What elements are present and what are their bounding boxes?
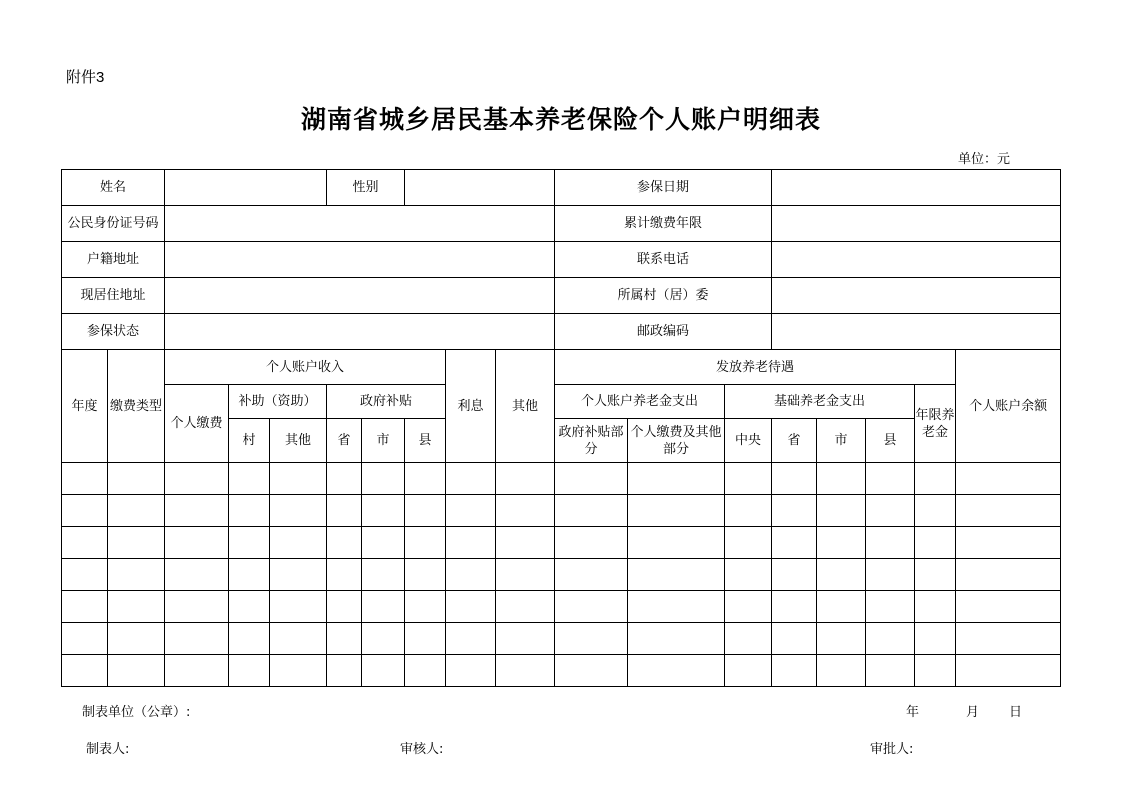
cum-years-value[interactable] [772, 206, 1061, 242]
header-row [62, 385, 1061, 419]
table-cell[interactable] [362, 495, 405, 527]
table-cell[interactable] [725, 655, 772, 687]
table-cell[interactable] [725, 463, 772, 495]
table-cell[interactable] [725, 591, 772, 623]
table-cell[interactable] [446, 495, 496, 527]
table-cell[interactable] [62, 623, 108, 655]
col-subsidy: 补助（资助） [229, 385, 327, 419]
table-cell[interactable] [270, 559, 327, 591]
col-county-basic: 县 [866, 419, 915, 463]
table-cell[interactable] [62, 559, 108, 591]
gender-label: 性别 [327, 170, 405, 206]
table-cell[interactable] [229, 559, 270, 591]
table-cell[interactable] [270, 527, 327, 559]
table-cell[interactable] [555, 655, 628, 687]
id-number-value[interactable] [165, 206, 555, 242]
col-personal-pay: 个人缴费 [165, 385, 229, 463]
day-label: 日 [1009, 705, 1023, 720]
col-other: 其他 [496, 350, 555, 463]
table-cell[interactable] [327, 559, 362, 591]
table-cell[interactable] [772, 559, 817, 591]
table-cell[interactable] [362, 527, 405, 559]
info-row [62, 242, 1061, 278]
info-row [62, 206, 1061, 242]
table-cell[interactable] [915, 495, 956, 527]
table-cell[interactable] [817, 623, 866, 655]
table-cell[interactable] [446, 527, 496, 559]
table-cell[interactable] [817, 495, 866, 527]
table-cell[interactable] [956, 559, 1061, 591]
col-fixed-term: 年限养老金 [915, 385, 956, 463]
table-cell[interactable] [628, 463, 725, 495]
table-cell[interactable] [956, 495, 1061, 527]
col-city: 市 [362, 419, 405, 463]
table-cell[interactable] [165, 591, 229, 623]
table-cell[interactable] [725, 623, 772, 655]
table-cell[interactable] [915, 559, 956, 591]
table-cell[interactable] [229, 591, 270, 623]
table-cell[interactable] [405, 623, 446, 655]
table-cell[interactable] [327, 463, 362, 495]
table-cell[interactable] [496, 559, 555, 591]
year-label: 年 [906, 705, 920, 720]
table-row [62, 463, 1061, 495]
table-cell[interactable] [817, 527, 866, 559]
table-cell[interactable] [866, 623, 915, 655]
table-cell[interactable] [405, 591, 446, 623]
table-cell[interactable] [555, 527, 628, 559]
col-interest: 利息 [446, 350, 496, 463]
table-cell[interactable] [555, 559, 628, 591]
table-cell[interactable] [817, 559, 866, 591]
table-cell[interactable] [405, 655, 446, 687]
table-cell[interactable] [725, 495, 772, 527]
info-row [62, 278, 1061, 314]
table-cell[interactable] [555, 623, 628, 655]
table-cell[interactable] [496, 623, 555, 655]
table-cell[interactable] [62, 495, 108, 527]
table-cell[interactable] [866, 527, 915, 559]
info-row [62, 170, 1061, 206]
household-addr-value[interactable] [165, 242, 555, 278]
table-row [62, 623, 1061, 655]
table-cell[interactable] [446, 655, 496, 687]
status-label: 参保状态 [62, 314, 165, 350]
table-cell[interactable] [62, 527, 108, 559]
table-cell[interactable] [817, 591, 866, 623]
table-cell[interactable] [628, 559, 725, 591]
table-cell[interactable] [362, 559, 405, 591]
village-committee-label: 所属村（居）委 [555, 278, 772, 314]
col-village: 村 [229, 419, 270, 463]
current-addr-label: 现居住地址 [62, 278, 165, 314]
table-cell[interactable] [229, 527, 270, 559]
table-cell[interactable] [956, 655, 1061, 687]
col-benefit: 发放养老待遇 [555, 350, 956, 385]
phone-label: 联系电话 [555, 242, 772, 278]
table-cell[interactable] [108, 495, 165, 527]
table-row [62, 591, 1061, 623]
approver-label: 审批人: [870, 742, 914, 757]
table-cell[interactable] [772, 655, 817, 687]
table-cell[interactable] [327, 495, 362, 527]
attachment-label: 附件3 [66, 69, 105, 86]
col-year: 年度 [62, 350, 108, 463]
table-row [62, 527, 1061, 559]
col-gov-subsidy: 政府补贴 [327, 385, 446, 419]
table-cell[interactable] [866, 559, 915, 591]
table-cell[interactable] [496, 591, 555, 623]
table-cell[interactable] [555, 463, 628, 495]
table-cell[interactable] [108, 591, 165, 623]
info-row [62, 314, 1061, 350]
data-rows [62, 463, 1061, 687]
table-cell[interactable] [446, 591, 496, 623]
table-cell[interactable] [62, 463, 108, 495]
table-cell[interactable] [165, 527, 229, 559]
table-cell[interactable] [229, 463, 270, 495]
table-cell[interactable] [628, 495, 725, 527]
table-cell[interactable] [817, 463, 866, 495]
table-cell[interactable] [956, 591, 1061, 623]
table-cell[interactable] [915, 527, 956, 559]
table-row [62, 655, 1061, 687]
current-addr-value[interactable] [165, 278, 555, 314]
table-cell[interactable] [866, 591, 915, 623]
table-cell[interactable] [229, 623, 270, 655]
table-cell[interactable] [956, 527, 1061, 559]
col-county: 县 [405, 419, 446, 463]
table-cell[interactable] [362, 655, 405, 687]
table-cell[interactable] [62, 655, 108, 687]
postcode-label: 邮政编码 [555, 314, 772, 350]
reviewer-label: 审核人: [400, 742, 444, 757]
col-other-subsidy: 其他 [270, 419, 327, 463]
month-label: 月 [966, 705, 980, 720]
table-cell[interactable] [866, 463, 915, 495]
table-cell[interactable] [628, 623, 725, 655]
col-acct-pension: 个人账户养老金支出 [555, 385, 725, 419]
table-cell[interactable] [405, 559, 446, 591]
table-cell[interactable] [496, 527, 555, 559]
col-income: 个人账户收入 [165, 350, 446, 385]
postcode-value[interactable] [772, 314, 1061, 350]
table-cell[interactable] [108, 527, 165, 559]
table-cell[interactable] [165, 495, 229, 527]
table-cell[interactable] [108, 655, 165, 687]
col-balance: 个人账户余额 [956, 350, 1061, 463]
maker-unit-label: 制表单位（公章）: [82, 705, 191, 720]
enroll-date-label: 参保日期 [555, 170, 772, 206]
table-cell[interactable] [446, 463, 496, 495]
name-value[interactable] [165, 170, 327, 206]
status-value[interactable] [165, 314, 555, 350]
table-cell[interactable] [270, 463, 327, 495]
table-cell[interactable] [327, 655, 362, 687]
enroll-date-value[interactable] [772, 170, 1061, 206]
table-cell[interactable] [405, 495, 446, 527]
table-row [62, 559, 1061, 591]
table-cell[interactable] [496, 463, 555, 495]
table-cell[interactable] [270, 623, 327, 655]
col-personal-part: 个人缴费及其他部分 [628, 419, 725, 463]
name-label: 姓名 [62, 170, 165, 206]
phone-value[interactable] [772, 242, 1061, 278]
table-cell[interactable] [362, 623, 405, 655]
household-addr-label: 户籍地址 [62, 242, 165, 278]
table-cell[interactable] [496, 655, 555, 687]
table-cell[interactable] [772, 463, 817, 495]
page-title: 湖南省城乡居民基本养老保险个人账户明细表 [300, 105, 821, 134]
col-province: 省 [327, 419, 362, 463]
table-cell[interactable] [725, 559, 772, 591]
col-gov-part: 政府补贴部分 [555, 419, 628, 463]
gender-value[interactable] [405, 170, 555, 206]
cum-years-label: 累计缴费年限 [555, 206, 772, 242]
table-cell[interactable] [817, 655, 866, 687]
table-cell[interactable] [327, 591, 362, 623]
table-cell[interactable] [446, 559, 496, 591]
table-cell[interactable] [165, 623, 229, 655]
table-cell[interactable] [555, 591, 628, 623]
table-cell[interactable] [956, 463, 1061, 495]
table-cell[interactable] [496, 495, 555, 527]
table-cell[interactable] [270, 591, 327, 623]
table-cell[interactable] [108, 623, 165, 655]
table-cell[interactable] [772, 495, 817, 527]
table-cell[interactable] [956, 623, 1061, 655]
table-cell[interactable] [915, 655, 956, 687]
table-cell[interactable] [555, 495, 628, 527]
col-pay-type: 缴费类型 [108, 350, 165, 463]
table-cell[interactable] [165, 655, 229, 687]
table-row [62, 495, 1061, 527]
table-cell[interactable] [446, 623, 496, 655]
table-cell[interactable] [628, 655, 725, 687]
col-basic-pension: 基础养老金支出 [725, 385, 915, 419]
table-cell[interactable] [772, 527, 817, 559]
table-cell[interactable] [405, 527, 446, 559]
table-cell[interactable] [628, 591, 725, 623]
col-central: 中央 [725, 419, 772, 463]
table-cell[interactable] [915, 591, 956, 623]
table-cell[interactable] [362, 591, 405, 623]
col-city-basic: 市 [817, 419, 866, 463]
table-cell[interactable] [62, 591, 108, 623]
table-cell[interactable] [628, 527, 725, 559]
table-cell[interactable] [915, 623, 956, 655]
table-cell[interactable] [165, 463, 229, 495]
table-cell[interactable] [866, 495, 915, 527]
table-cell[interactable] [866, 655, 915, 687]
table-cell[interactable] [270, 495, 327, 527]
table-cell[interactable] [327, 527, 362, 559]
unit-label: 单位：元 [958, 152, 1011, 167]
table-cell[interactable] [270, 655, 327, 687]
id-number-label: 公民身份证号码 [62, 206, 165, 242]
table-cell[interactable] [362, 463, 405, 495]
table-cell[interactable] [229, 655, 270, 687]
header-row [62, 350, 1061, 385]
table-cell[interactable] [108, 463, 165, 495]
table-cell[interactable] [165, 559, 229, 591]
col-province-basic: 省 [772, 419, 817, 463]
table-cell[interactable] [915, 463, 956, 495]
table-cell[interactable] [327, 623, 362, 655]
table-cell[interactable] [772, 591, 817, 623]
table-cell[interactable] [405, 463, 446, 495]
table-cell[interactable] [725, 527, 772, 559]
maker-label: 制表人: [86, 742, 130, 757]
table-cell[interactable] [108, 559, 165, 591]
table-cell[interactable] [772, 623, 817, 655]
table-cell[interactable] [229, 495, 270, 527]
account-detail-table [61, 169, 1061, 687]
village-committee-value[interactable] [772, 278, 1061, 314]
